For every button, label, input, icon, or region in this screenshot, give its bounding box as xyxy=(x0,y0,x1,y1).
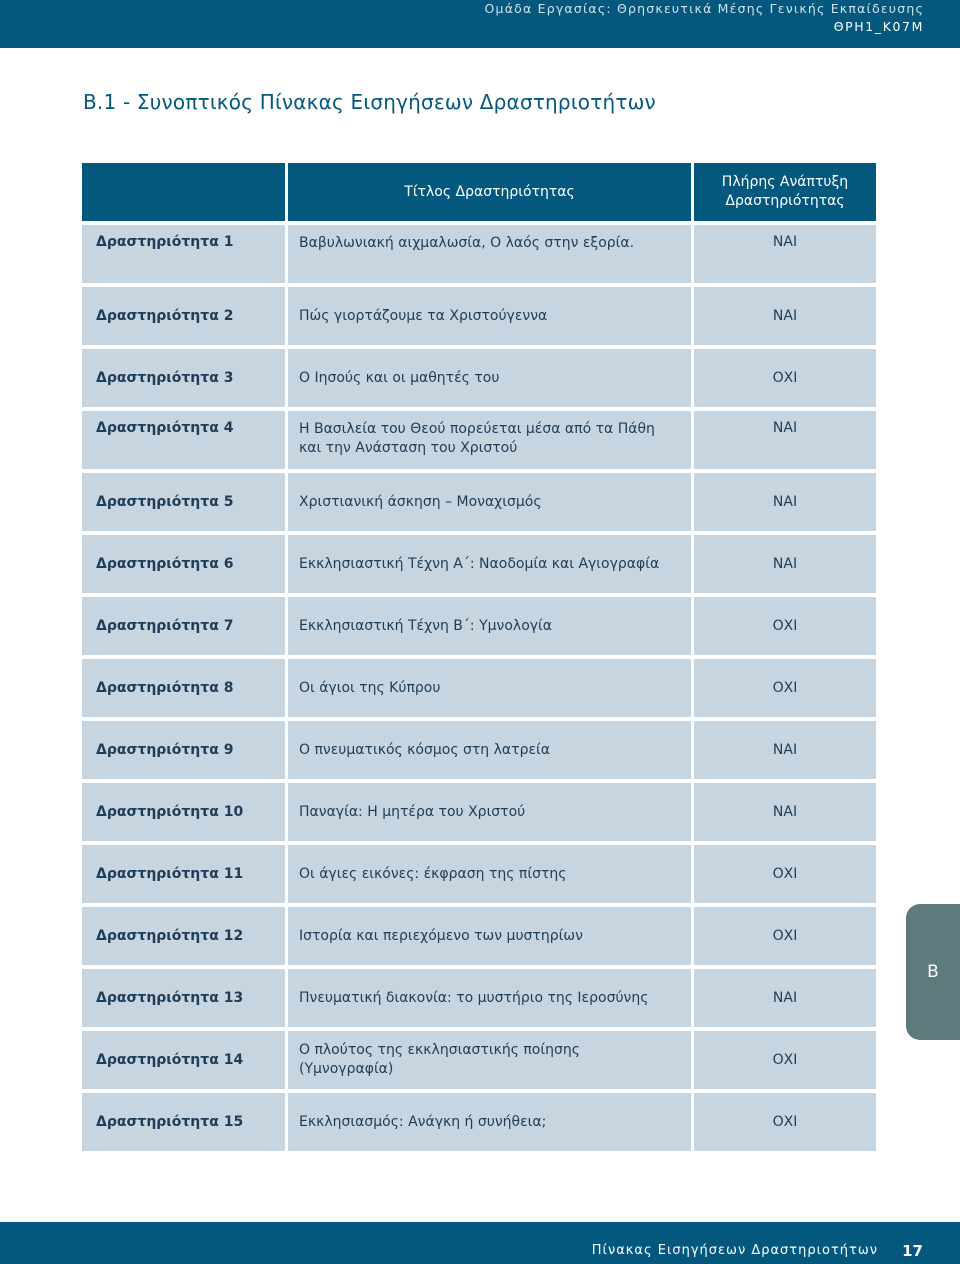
header-cell-empty xyxy=(82,163,285,221)
row-label-cell: Δραστηριότητα 12 xyxy=(82,907,285,965)
row-label-cell: Δραστηριότητα 15 xyxy=(82,1093,285,1151)
row-full-development-cell: ΝΑΙ xyxy=(694,287,876,345)
row-label-cell: Δραστηριότητα 8 xyxy=(82,659,285,717)
row-title-cell: Η Βασιλεία του Θεού πορεύεται μέσα από τα Πάθη και την Ανάσταση του Χριστού xyxy=(288,411,691,469)
row-title-cell: Εκκλησιασμός: Ανάγκη ή συνήθεια; xyxy=(288,1093,691,1151)
row-label-cell: Δραστηριότητα 4 xyxy=(82,411,285,469)
top-header-band xyxy=(0,0,960,48)
row-title-cell: Χριστιανική άσκηση – Μοναχισμός xyxy=(288,473,691,531)
row-full-development-cell: ΝΑΙ xyxy=(694,411,876,469)
activities-table xyxy=(82,163,876,1151)
row-full-development-cell: ΝΑΙ xyxy=(694,473,876,531)
row-title-cell: Ιστορία και περιεχόμενο των μυστηρίων xyxy=(288,907,691,965)
row-full-development-cell: ΝΑΙ xyxy=(694,225,876,283)
row-full-development-cell: ΝΑΙ xyxy=(694,783,876,841)
row-label-cell: Δραστηριότητα 6 xyxy=(82,535,285,593)
header-full-line2: Δραστηριότητας xyxy=(725,193,845,209)
row-title-cell: Παναγία: Η μητέρα του Χριστού xyxy=(288,783,691,841)
header-group-name: Ομάδα Εργασίας: Θρησκευτικά Μέσης Γενικής Εκπαίδευσης xyxy=(484,1,924,16)
header-full-line1: Πλήρης Ανάπτυξη xyxy=(721,174,849,190)
row-label-cell: Δραστηριότητα 5 xyxy=(82,473,285,531)
row-title-cell: Εκκλησιαστική Τέχνη Α΄: Ναοδομία και Αγιογραφία xyxy=(288,535,691,593)
row-title-cell: Οι άγιοι της Κύπρου xyxy=(288,659,691,717)
row-full-development-cell: ΟΧΙ xyxy=(694,1093,876,1151)
row-title-cell: Ο Ιησούς και οι μαθητές του xyxy=(288,349,691,407)
row-label-cell: Δραστηριότητα 11 xyxy=(82,845,285,903)
page-number: 17 xyxy=(902,1242,923,1260)
header-cell-title: Τίτλος Δραστηριότητας xyxy=(288,163,691,221)
row-title-cell: Πώς γιορτάζουμε τα Χριστούγεννα xyxy=(288,287,691,345)
row-label-cell: Δραστηριότητα 10 xyxy=(82,783,285,841)
row-title-cell: Ο πλούτος της εκκλησιαστικής ποίησης (Υμνογραφία) xyxy=(288,1031,691,1089)
row-label-cell: Δραστηριότητα 1 xyxy=(82,225,285,283)
row-title-cell: Εκκλησιαστική Τέχνη Β΄: Υμνολογία xyxy=(288,597,691,655)
row-full-development-cell: ΟΧΙ xyxy=(694,907,876,965)
row-label-cell: Δραστηριότητα 3 xyxy=(82,349,285,407)
row-label-cell: Δραστηριότητα 9 xyxy=(82,721,285,779)
row-label-cell: Δραστηριότητα 7 xyxy=(82,597,285,655)
footer-band xyxy=(0,1222,960,1264)
row-label-cell: Δραστηριότητα 2 xyxy=(82,287,285,345)
row-full-development-cell: ΟΧΙ xyxy=(694,349,876,407)
row-title-cell: Πνευματική διακονία: το μυστήριο της Ιεροσύνης xyxy=(288,969,691,1027)
row-full-development-cell: ΟΧΙ xyxy=(694,1031,876,1089)
row-full-development-cell: ΟΧΙ xyxy=(694,597,876,655)
row-title-cell: Ο πνευματικός κόσμος στη λατρεία xyxy=(288,721,691,779)
header-cell-full-development xyxy=(694,163,876,221)
row-full-development-cell: ΝΑΙ xyxy=(694,721,876,779)
row-full-development-cell: ΝΑΙ xyxy=(694,535,876,593)
row-full-development-cell: ΟΧΙ xyxy=(694,845,876,903)
row-title-cell: Οι άγιες εικόνες: έκφραση της πίστης xyxy=(288,845,691,903)
header-code: ΘΡΗ1_Κ07Μ xyxy=(833,19,924,34)
row-title-cell: Βαβυλωνιακή αιχμαλωσία, Ο λαός στην εξορία. xyxy=(288,225,691,283)
row-full-development-cell: ΝΑΙ xyxy=(694,969,876,1027)
row-full-development-cell: ΟΧΙ xyxy=(694,659,876,717)
footer-label: Πίνακας Εισηγήσεων Δραστηριοτήτων xyxy=(591,1243,878,1258)
page-title: Β.1 - Συνοπτικός Πίνακας Εισηγήσεων Δραστηριοτήτων xyxy=(83,90,656,114)
section-side-tab: Β xyxy=(906,904,960,1040)
row-label-cell: Δραστηριότητα 13 xyxy=(82,969,285,1027)
row-label-cell: Δραστηριότητα 14 xyxy=(82,1031,285,1089)
